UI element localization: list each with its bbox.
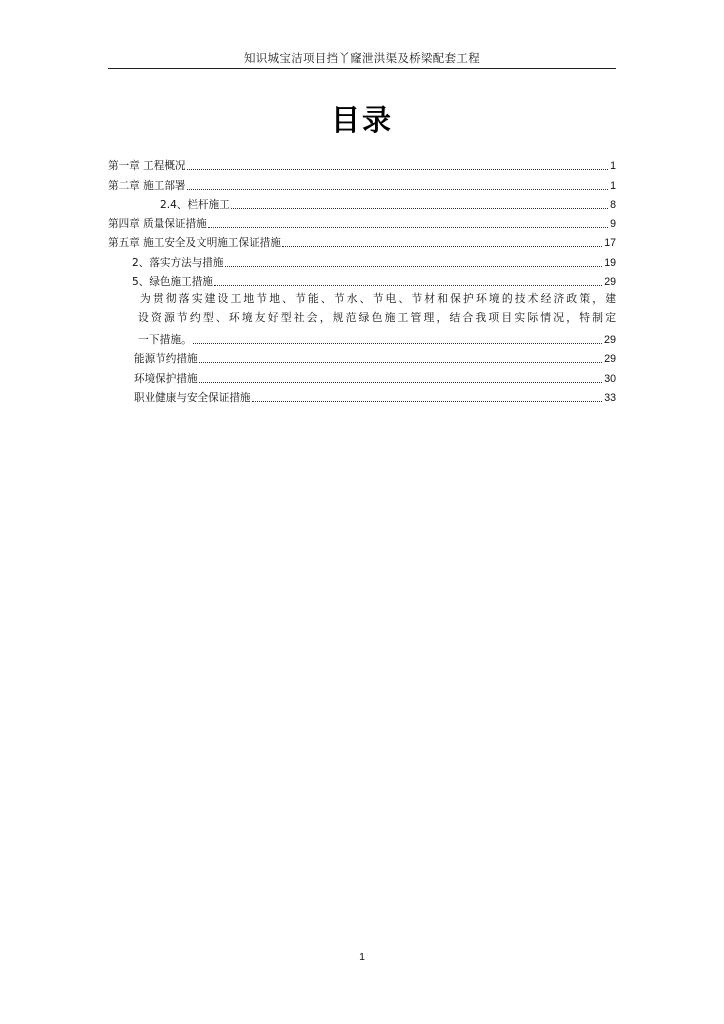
toc-entry-page: 1 xyxy=(610,179,616,192)
toc-entry-railing[interactable] xyxy=(108,193,616,212)
toc-entry-page: 33 xyxy=(604,391,616,404)
toc-entry-label: 2、落实方法与措施 xyxy=(132,256,224,269)
toc-entry-label: 职业健康与安全保证措施 xyxy=(134,391,251,404)
toc-entry-label: 一下措施。 xyxy=(138,332,192,346)
toc-entry-chapter-4[interactable] xyxy=(108,212,616,231)
dot-leader xyxy=(193,343,602,344)
dot-leader xyxy=(252,401,603,402)
toc-entry-label: 能源节约措施 xyxy=(134,353,198,366)
toc-entry-page: 8 xyxy=(610,198,616,211)
toc-entry-page: 29 xyxy=(604,276,616,289)
toc-entry-chapter-1[interactable] xyxy=(108,154,616,173)
toc-entry-page: 1 xyxy=(610,160,616,173)
dot-leader xyxy=(199,382,603,383)
toc-paragraph-line: 为贯彻落实建设工地节地、节能、节水、节电、节材和保护环境的技术经济政策，建 xyxy=(140,292,616,306)
toc-entry-label: 2.4、栏杆施工 xyxy=(160,198,230,211)
dot-leader xyxy=(214,285,602,286)
toc-entry-page: 19 xyxy=(604,256,616,269)
toc-entry-label: 第四章 质量保证措施 xyxy=(108,218,207,231)
header-divider xyxy=(108,68,616,69)
toc-entry-green-policy[interactable] xyxy=(108,289,616,347)
toc-entry-label: 5、绿色施工措施 xyxy=(132,276,213,289)
dot-leader xyxy=(208,227,608,228)
toc-paragraph-last-line xyxy=(134,328,616,347)
dot-leader xyxy=(282,246,602,247)
dot-leader xyxy=(199,362,603,363)
toc-entry-page: 30 xyxy=(604,372,616,385)
toc-entry-label: 第二章 施工部署 xyxy=(108,179,186,192)
toc-entry-page: 29 xyxy=(604,353,616,366)
toc-entry-label: 环境保护措施 xyxy=(134,372,198,385)
toc-title: 目录 xyxy=(330,103,393,137)
dot-leader xyxy=(187,189,609,190)
toc-entry-implementation[interactable] xyxy=(108,250,616,269)
toc-entry-chapter-5[interactable] xyxy=(108,231,616,250)
page-header: 知识城宝洁项目挡丫窿泄洪渠及桥梁配套工程 xyxy=(244,51,480,65)
dot-leader xyxy=(225,266,603,267)
toc-entry-label: 第一章 工程概况 xyxy=(108,160,186,173)
toc-entry-occupational-health[interactable] xyxy=(108,386,616,405)
toc-entry-green-construction[interactable] xyxy=(108,270,616,289)
toc-entry-page: 29 xyxy=(603,333,616,346)
dot-leader xyxy=(231,208,608,209)
toc-paragraph-line: 设资源节约型、环境友好型社会，规范绿色施工管理，结合我项目实际情况，特制定 xyxy=(138,311,616,325)
toc-entry-page: 17 xyxy=(604,237,616,250)
toc-entry-chapter-2[interactable] xyxy=(108,173,616,192)
toc-entry-energy-saving[interactable] xyxy=(108,347,616,366)
toc-entry-label: 第五章 施工安全及文明施工保证措施 xyxy=(108,237,281,250)
toc-entry-page: 9 xyxy=(610,218,616,231)
dot-leader xyxy=(187,169,609,170)
toc-entry-environmental-protection[interactable] xyxy=(108,366,616,385)
table-of-contents xyxy=(108,154,616,405)
page-number: 1 xyxy=(359,951,365,963)
